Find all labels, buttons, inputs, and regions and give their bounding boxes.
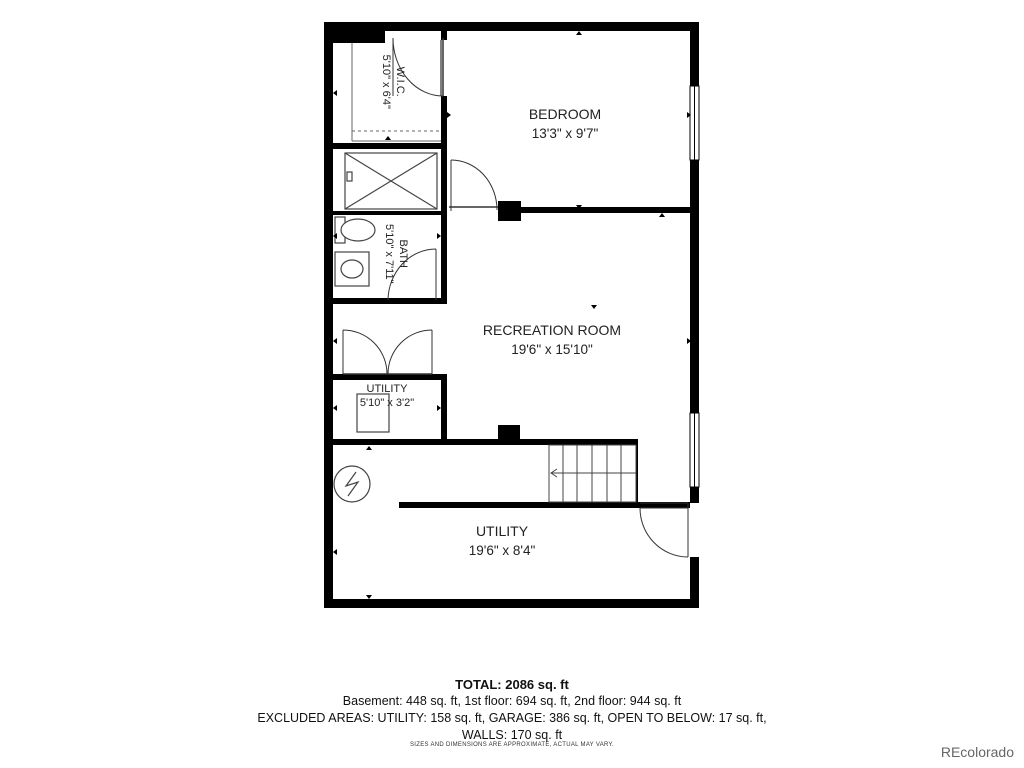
floor-areas: Basement: 448 sq. ft, 1st floor: 694 sq. ft, 2nd floor: 944 sq. ft (342, 694, 682, 708)
wall-utility-small-right (441, 374, 447, 441)
column-upper (498, 201, 521, 221)
wall-wic-bottom (333, 143, 447, 149)
room-label-bath (381, 214, 409, 294)
room-dims-bedroom: 13'3" x 9'7" (531, 126, 599, 142)
disclaimer: SIZES AND DIMENSIONS ARE APPROXIMATE, ACTUAL MAY VARY. (409, 742, 615, 748)
shower (345, 153, 437, 209)
room-label-utility-large (447, 521, 557, 561)
walls-area: WALLS: 170 sq. ft (461, 728, 563, 742)
wall-utility-small-top (333, 374, 443, 380)
wall-bedroom-bottom (521, 207, 690, 213)
wall-bath-bottom (333, 298, 447, 304)
room-dims-bath: 5'10" x 7'11" (383, 223, 395, 284)
outer-wall-left (324, 22, 333, 608)
toilet (335, 217, 375, 243)
room-name-bedroom: BEDROOM (528, 106, 602, 122)
room-label-recreation (472, 320, 632, 360)
stairs (549, 445, 636, 502)
room-name-bath: BATH (396, 239, 409, 269)
room-name-utility-small: UTILITY (366, 383, 408, 395)
wall-corner-block (333, 31, 385, 43)
outer-wall-bottom (324, 599, 699, 608)
outer-wall-right-1 (690, 22, 699, 86)
room-name-wic: W.I.C. (393, 66, 406, 97)
area-summary (0, 676, 1024, 744)
wall-wic-bedroom-upper (441, 31, 447, 40)
room-dims-utility-small: 5'10" x 3'2" (359, 396, 415, 409)
room-label-bedroom (500, 104, 630, 144)
wall-wic-bedroom (441, 96, 447, 304)
room-dims-wic: 5'10" x 6'4" (380, 54, 392, 109)
electric-panel-icon (334, 466, 370, 502)
outer-wall-right-3 (690, 487, 699, 503)
room-label-utility-small (342, 383, 432, 411)
watermark: REcolorado (940, 744, 1014, 760)
room-name-utility-large: UTILITY (475, 523, 529, 539)
outer-wall-right-2 (690, 160, 699, 413)
excluded-areas: EXCLUDED AREAS: UTILITY: 158 sq. ft, GARAGE: 386 sq. ft, OPEN TO BELOW: 17 sq. ft, (257, 711, 767, 725)
total-area: TOTAL: 2086 sq. ft (455, 677, 569, 692)
wall-utility-top (333, 439, 636, 445)
room-name-recreation: RECREATION ROOM (482, 322, 622, 338)
room-dims-recreation: 19'6" x 15'10" (511, 342, 593, 358)
outer-wall-right-4 (690, 557, 699, 608)
room-dims-utility-large: 19'6" x 8'4" (468, 543, 536, 559)
room-label-wic (378, 42, 406, 122)
outer-wall-top (324, 22, 699, 31)
column-lower (498, 425, 520, 443)
sink (335, 252, 369, 286)
